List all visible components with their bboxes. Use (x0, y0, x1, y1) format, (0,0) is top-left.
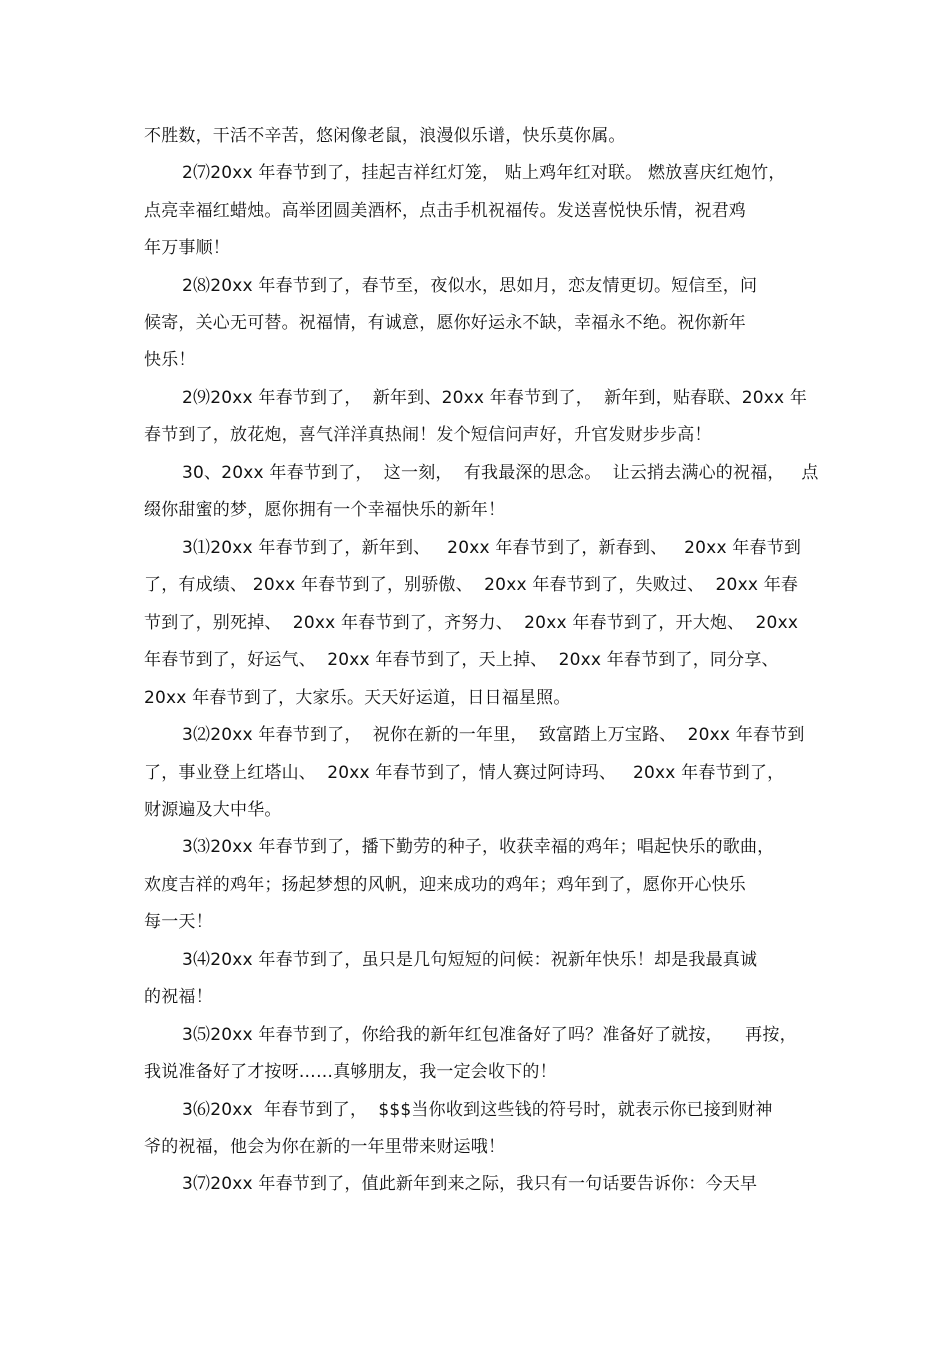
text-line: 2⑺20xx 年春节到了，挂起吉祥红灯笼， 贴上鸡年红对联。 燃放喜庆红炮竹， (182, 163, 786, 183)
text-line: 缀你甜蜜的梦，愿你拥有一个幸福快乐的新年！ (144, 500, 506, 520)
text-line: 我说准备好了才按呀……真够朋友，我一定会收下的！ (144, 1062, 557, 1082)
text-line: 3⑷20xx 年春节到了，虽只是几句短短的问候：祝新年快乐！却是我最真诚 (182, 950, 758, 970)
text-line: 3⑴20xx 年春节到了，新年到、 20xx 年春节到了，新春到、 20xx 年春节到 (182, 538, 802, 558)
text-line: 了，事业登上红塔山、 20xx 年春节到了，情人赛过阿诗玛、 20xx 年春节到了， (144, 763, 785, 783)
text-line: 财源遍及大中华。 (144, 800, 282, 820)
text-line: 春节到了，放花炮，喜气洋洋真热闹！发个短信问声好，升官发财步步高！ (144, 425, 712, 445)
text-line: 2⑼20xx 年春节到了， 新年到、20xx 年春节到了， 新年到，贴春联、20xx 年 (182, 388, 808, 408)
text-line: 爷的祝福，他会为你在新的一年里带来财运哦！ (144, 1137, 506, 1157)
text-line: 了，有成绩、 20xx 年春节到了，别骄傲、 20xx 年春节到了，失败过、 20xx 年春 (144, 575, 799, 595)
text-line: 点亮幸福红蜡烛。高举团圆美酒杯，点击手机祝福传。发送喜悦快乐情，祝君鸡 (144, 201, 746, 221)
text-line: 快乐！ (144, 350, 196, 370)
text-line: 3⑺20xx 年春节到了，值此新年到来之际，我只有一句话要告诉你：今天早 (182, 1174, 758, 1194)
text-line: 年春节到了，好运气、 20xx 年春节到了，天上掉、 20xx 年春节到了，同分享、 (144, 650, 779, 670)
text-line: 的祝福！ (144, 987, 213, 1007)
text-line: 3⑹20xx 年春节到了， $$$当你收到这些钱的符号时，就表示你已接到财神 (182, 1100, 773, 1120)
text-line: 候寄，关心无可替。祝福情，有诚意，愿你好运永不缺，幸福永不绝。祝你新年 (144, 313, 746, 333)
text-line: 3⑵20xx 年春节到了， 祝你在新的一年里， 致富踏上万宝路、 20xx 年春节到 (182, 725, 805, 745)
text-line: 2⑻20xx 年春节到了，春节至，夜似水，思如月，恋友情更切。短信至，问 (182, 276, 758, 296)
text-line: 20xx 年春节到了，大家乐。天天好运道，日日福星照。 (144, 688, 571, 708)
text-line: 3⑸20xx 年春节到了，你给我的新年红包准备好了吗？准备好了就按， 再按， (182, 1025, 797, 1045)
text-line: 3⑶20xx 年春节到了，播下勤劳的种子，收获幸福的鸡年；唱起快乐的歌曲， (182, 837, 775, 857)
text-line: 节到了，别死掉、 20xx 年春节到了，齐努力、 20xx 年春节到了，开大炮、 20xx (144, 613, 799, 633)
text-line: 不胜数，干活不辛苦，悠闲像老鼠，浪漫似乐谱，快乐莫你属。 (144, 126, 626, 146)
text-line: 年万事顺！ (144, 238, 230, 258)
text-line: 欢度吉祥的鸡年；扬起梦想的风帆，迎来成功的鸡年；鸡年到了，愿你开心快乐 (144, 875, 746, 895)
text-line: 每一天！ (144, 912, 213, 932)
text-line: 30、20xx 年春节到了， 这一刻， 有我最深的思念。 让云捎去满心的祝福， 点 (182, 463, 819, 483)
